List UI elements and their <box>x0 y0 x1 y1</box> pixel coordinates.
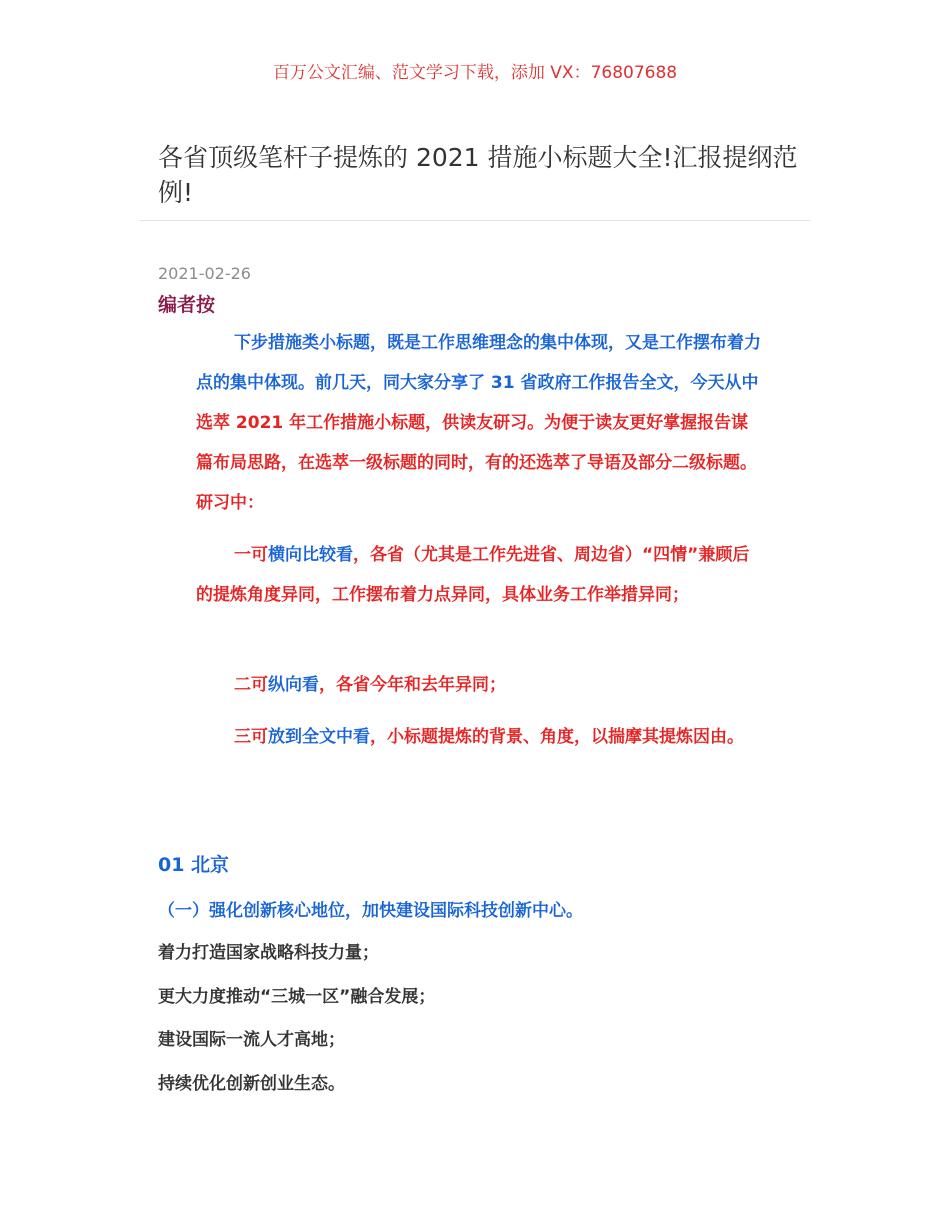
list-item: 建设国际一流人才高地； <box>158 1030 345 1050</box>
intro-p2-body: ，各省（尤其是工作先进省、周边省）“四情”兼顾后的提炼角度异同，工作摆布着力点异同，具体业务工作举措异同； <box>196 545 750 605</box>
list-item: 更大力度推动“三城一区”融合发展； <box>158 987 436 1007</box>
article-title: 各省顶级笔杆子提炼的 2021 措施小标题大全!汇报提纲范例! <box>158 143 798 207</box>
publish-date: 2021-02-26 <box>158 264 251 283</box>
section-subheading: （一）强化创新核心地位，加快建设国际科技创新中心。 <box>158 901 583 921</box>
intro-p2-emphasis: 横向比较看 <box>268 545 353 565</box>
list-item: 着力打造国家战略科技力量； <box>158 943 379 963</box>
editor-note-label: 编者按 <box>158 294 216 316</box>
intro-paragraph-3 <box>196 665 761 705</box>
intro-p3-emphasis: 纵向看 <box>268 675 319 695</box>
section-heading: 01 北京 <box>158 854 230 876</box>
list-item: 持续优化创新创业生态。 <box>158 1074 345 1094</box>
intro-p2-lead: 一可 <box>234 545 268 565</box>
intro-paragraph-4 <box>196 717 761 757</box>
intro-paragraph-2 <box>196 535 761 615</box>
intro-paragraph-1 <box>196 323 761 523</box>
intro-p1-red-text: 选萃 2021 年工作措施小标题，供读友研习。为便于读友更好掌握报告谋篇布局思路，在选萃一级标题的同时，有的还选萃了导语及部分二级标题。研习中： <box>196 413 757 513</box>
title-divider <box>140 220 810 221</box>
intro-p4-body: ，小标题提炼的背景、角度，以揣摩其提炼因由。 <box>370 727 744 747</box>
intro-p3-lead: 二可 <box>234 675 268 695</box>
intro-p3-body: ，各省今年和去年异同； <box>319 675 506 695</box>
intro-p1-blue-text: 下步措施类小标题，既是工作思维理念的集中体现，又是工作摆布着力点的集中体现。前几天，同大家分享了 31 省政府工作报告全文，今天从中 <box>196 333 761 393</box>
intro-p4-lead: 三可 <box>234 727 268 747</box>
promo-banner: 百万公文汇编、范文学习下载，添加 VX：76807688 <box>272 63 678 83</box>
intro-p4-emphasis: 放到全文中看 <box>268 727 370 747</box>
